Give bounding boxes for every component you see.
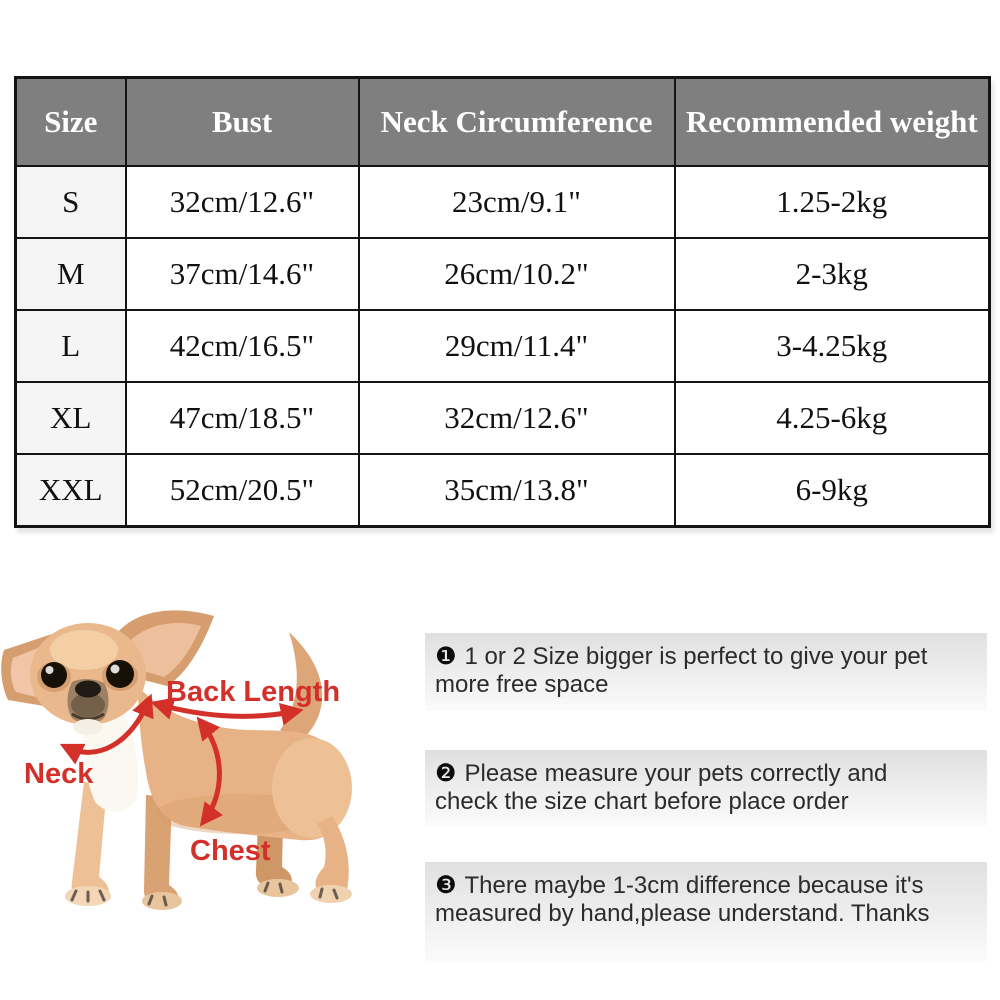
dog-eye — [41, 662, 67, 688]
note-1 — [425, 633, 987, 711]
table-cell: 32cm/12.6" — [126, 166, 359, 238]
table-cell: 3-4.25kg — [675, 310, 990, 382]
header-row — [16, 78, 990, 167]
table-row-s — [16, 166, 990, 238]
table-cell: 37cm/14.6" — [126, 238, 359, 310]
table-cell: M — [16, 238, 126, 310]
table-cell: 32cm/12.6" — [359, 382, 675, 454]
chest-label: Chest — [190, 835, 271, 867]
table-cell: 47cm/18.5" — [126, 382, 359, 454]
dog-paw — [257, 879, 299, 897]
dog-eye-highlight — [111, 665, 120, 674]
note-2 — [425, 750, 987, 826]
note-1-text: 1 or 2 Size bigger is perfect to give your pet more free space — [435, 643, 928, 698]
table-row-m — [16, 238, 990, 310]
table-cell: L — [16, 310, 126, 382]
table-cell: 52cm/20.5" — [126, 454, 359, 527]
table-cell: S — [16, 166, 126, 238]
note-2-text: Please measure your pets correctly and check the size chart before place order — [435, 760, 888, 815]
col-header-weight: Recommended weight — [675, 78, 990, 167]
size-chart-table — [14, 76, 991, 528]
col-header-neck: Neck Circumference — [359, 78, 675, 167]
col-header-bust: Bust — [126, 78, 359, 167]
dog-nose — [75, 681, 101, 698]
dog-eye — [106, 660, 134, 688]
table-row-l — [16, 310, 990, 382]
dog-measurement-diagram — [0, 590, 440, 990]
neck-label: Neck — [24, 758, 94, 790]
dog-eye-highlight — [46, 666, 54, 674]
dog-paw — [310, 885, 352, 903]
table-cell: 4.25-6kg — [675, 382, 990, 454]
table-cell: 26cm/10.2" — [359, 238, 675, 310]
table-row-xxl — [16, 454, 990, 527]
col-header-size: Size — [16, 78, 126, 167]
table-cell: 1.25-2kg — [675, 166, 990, 238]
table-cell: 6-9kg — [675, 454, 990, 527]
back-length-label: Back Length — [166, 676, 341, 708]
table-cell: 2-3kg — [675, 238, 990, 310]
table-cell: 35cm/13.8" — [359, 454, 675, 527]
note-2-number-icon: ❷ — [435, 759, 457, 787]
dog-hind-leg-near — [316, 816, 349, 892]
note-1-number-icon: ❶ — [435, 642, 457, 670]
table-cell: XL — [16, 382, 126, 454]
table-cell: 42cm/16.5" — [126, 310, 359, 382]
note-3-number-icon: ❸ — [435, 871, 457, 899]
note-3-text: There maybe 1-3cm difference because it's measured by hand,please understand. Thanks — [435, 872, 930, 927]
note-3 — [425, 862, 987, 961]
dog-chin — [73, 719, 103, 735]
table-row-xl — [16, 382, 990, 454]
dog-haunch — [272, 738, 352, 838]
table-cell: XXL — [16, 454, 126, 527]
dog-paw — [142, 892, 182, 910]
table-cell: 29cm/11.4" — [359, 310, 675, 382]
table-cell: 23cm/9.1" — [359, 166, 675, 238]
